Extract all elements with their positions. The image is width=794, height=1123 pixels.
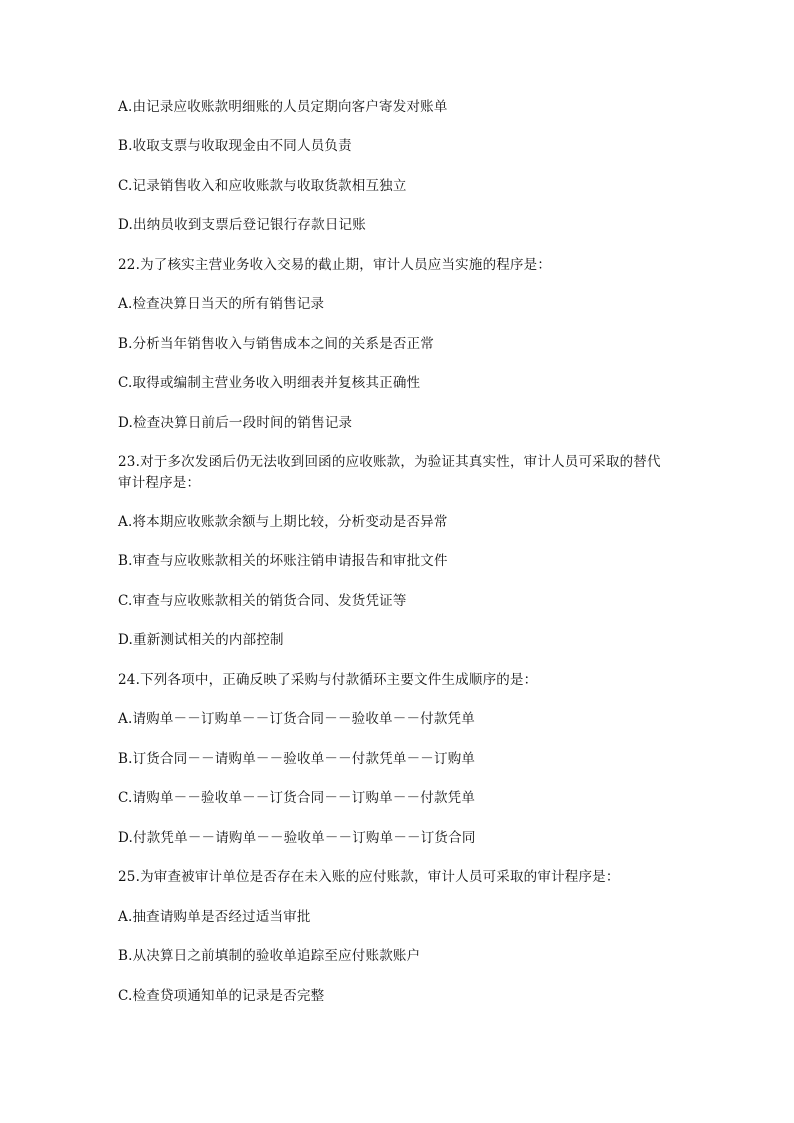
option-b-25: B.从决算日之前填制的验收单追踪至应付账款账户	[118, 948, 421, 964]
option-a-23: A.将本期应收账款余额与上期比较，分析变动是否异常	[118, 514, 448, 530]
option-a-21: A.由记录应收账款明细账的人员定期向客户寄发对账单	[118, 99, 448, 115]
option-b-24: B.订货合同－－请购单－－验收单－－付款凭单－－订购单	[118, 751, 476, 767]
option-d-21: D.出纳员收到支票后登记银行存款日记账	[118, 217, 366, 233]
option-d-23: D.重新测试相关的内部控制	[118, 632, 284, 648]
option-a-24: A.请购单－－订购单－－订货合同－－验收单－－付款凭单	[118, 711, 475, 727]
option-c-23: C.审查与应收账款相关的销货合同、发货凭证等	[118, 593, 407, 609]
question-25: 25.为审查被审计单位是否存在未入账的应付账款，审计人员可采取的审计程序是：	[118, 869, 620, 885]
question-23-cont: 审计程序是：	[118, 475, 201, 491]
question-24: 24.下列各项中，正确反映了采购与付款循环主要文件生成顺序的是：	[118, 672, 538, 688]
option-b-22: B.分析当年销售收入与销售成本之间的关系是否正常	[118, 336, 435, 352]
option-b-23: B.审查与应收账款相关的坏账注销申请报告和审批文件	[118, 553, 448, 569]
option-b-21: B.收取支票与收取现金由不同人员负责	[118, 138, 352, 154]
option-d-24: D.付款凭单－－请购单－－验收单－－订购单－－订货合同	[118, 830, 476, 846]
option-c-22: C.取得或编制主营业务收入明细表并复核其正确性	[118, 375, 421, 391]
option-c-21: C.记录销售收入和应收账款与收取货款相互独立	[118, 178, 407, 194]
option-a-22: A.检查决算日当天的所有销售记录	[118, 296, 325, 312]
option-d-22: D.检查决算日前后一段时间的销售记录	[118, 415, 353, 431]
question-22: 22.为了核实主营业务收入交易的截止期，审计人员应当实施的程序是：	[118, 257, 552, 273]
option-a-25: A.抽查请购单是否经过适当审批	[118, 909, 311, 925]
option-c-24: C.请购单－－验收单－－订货合同－－订购单－－付款凭单	[118, 790, 476, 806]
question-23: 23.对于多次发函后仍无法收到回函的应收账款，为验证其真实性，审计人员可采取的替代	[118, 454, 661, 470]
option-c-25: C.检查贷项通知单的记录是否完整	[118, 988, 325, 1004]
